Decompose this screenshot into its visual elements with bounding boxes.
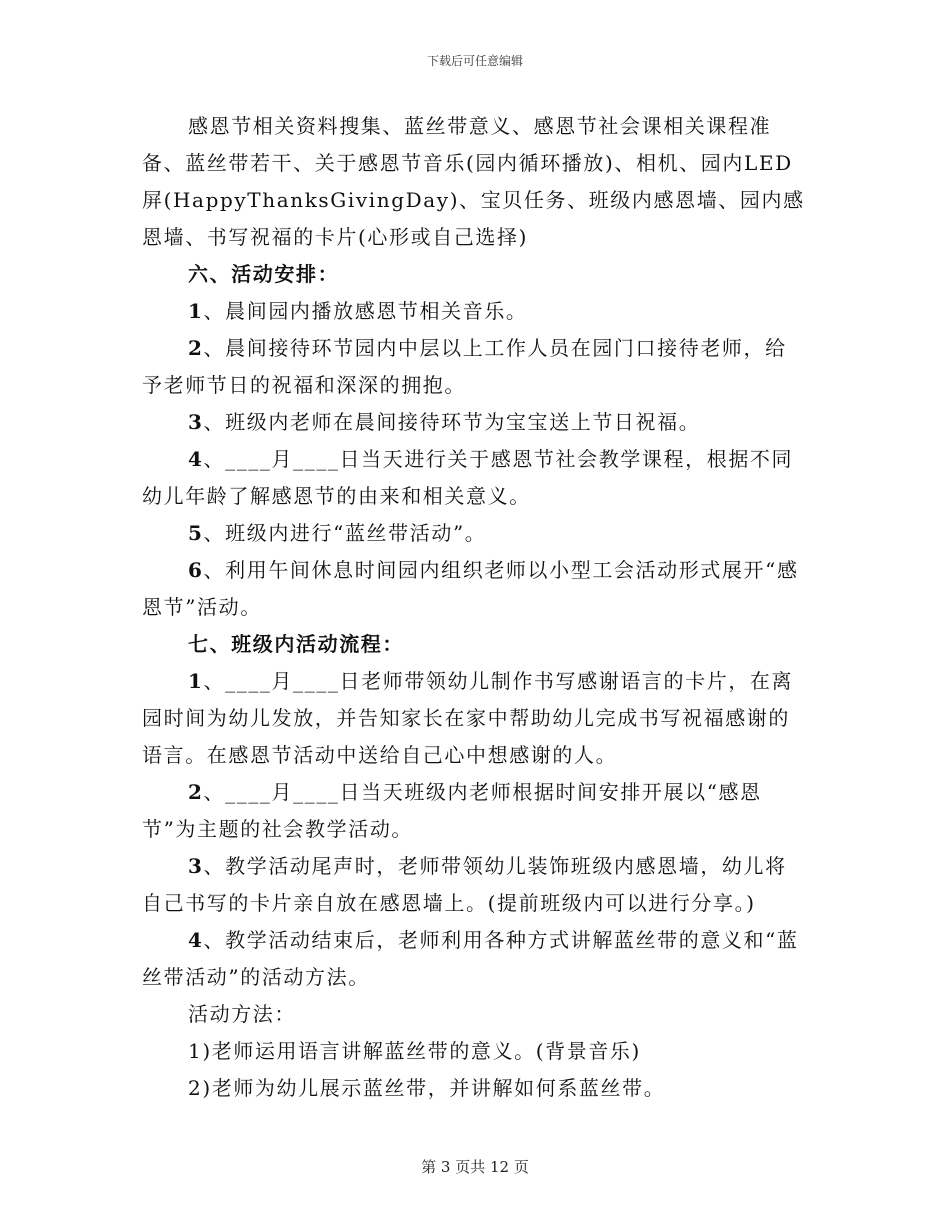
item-number: 1 bbox=[188, 299, 204, 323]
list-item bbox=[142, 330, 808, 404]
list-item bbox=[142, 848, 808, 922]
method-step bbox=[142, 1070, 808, 1107]
item-text: 、晨间接待环节园内中层以上工作人员在园门口接待老师，给予老师节日的祝福和深深的拥抱。 bbox=[142, 336, 787, 397]
paragraph-text: 1)老师运用语言讲解蓝丝带的意义。(背景音乐) bbox=[188, 1039, 641, 1063]
item-number: 2 bbox=[188, 336, 204, 360]
item-number: 3 bbox=[188, 410, 204, 434]
list-item bbox=[142, 774, 808, 848]
heading-text: 七、班级内活动流程： bbox=[188, 632, 404, 656]
materials-paragraph bbox=[142, 108, 808, 256]
item-number: 1 bbox=[188, 669, 204, 693]
list-item bbox=[142, 922, 808, 996]
item-number: 4 bbox=[188, 447, 204, 471]
list-item bbox=[142, 404, 808, 441]
paragraph-text: 感恩节相关资料搜集、蓝丝带意义、感恩节社会课相关课程准备、蓝丝带若干、关于感恩节音乐(园内循环播放)、相机、园内LED屏(HappyThanksGivingDay)、宝贝任务、班级内感恩墙、园内感恩墙、书写祝福的卡片(心形或自己选择) bbox=[142, 114, 805, 249]
item-text: 、____月____日当天进行关于感恩节社会教学课程，根据不同幼儿年龄了解感恩节的由来和相关意义。 bbox=[142, 447, 794, 508]
list-item bbox=[142, 552, 808, 626]
page-footer: 第 3 页共 12 页 bbox=[421, 1158, 529, 1176]
section-heading-class-process bbox=[142, 626, 808, 663]
item-number: 4 bbox=[188, 928, 204, 952]
list-item bbox=[142, 663, 808, 774]
heading-text: 六、活动安排： bbox=[188, 262, 340, 286]
item-text: 、班级内进行“蓝丝带活动”。 bbox=[203, 521, 487, 545]
list-item bbox=[142, 293, 808, 330]
section-heading-activity-arrangement bbox=[142, 256, 808, 293]
item-number: 2 bbox=[188, 780, 204, 804]
item-text: 、班级内老师在晨间接待环节为宝宝送上节日祝福。 bbox=[203, 410, 701, 434]
paragraph-text: 活动方法： bbox=[188, 1002, 296, 1026]
item-number: 5 bbox=[188, 521, 204, 545]
item-text: 、____月____日老师带领幼儿制作书写感谢语言的卡片，在离园时间为幼儿发放，并告知家长在家中帮助幼儿完成书写祝福感谢的语言。在感恩节活动中送给自己心中想感谢的人。 bbox=[142, 669, 794, 767]
list-item bbox=[142, 515, 808, 552]
paragraph-text: 2)老师为幼儿展示蓝丝带，并讲解如何系蓝丝带。 bbox=[188, 1076, 666, 1100]
method-label bbox=[142, 996, 808, 1033]
item-text: 、利用午间休息时间园内组织老师以小型工会活动形式展开“感恩节”活动。 bbox=[142, 558, 799, 619]
item-text: 、____月____日当天班级内老师根据时间安排开展以“感恩节”为主题的社会教学活动。 bbox=[142, 780, 762, 841]
item-number: 3 bbox=[188, 854, 204, 878]
page-header: 下载后可任意编辑 bbox=[426, 54, 523, 68]
item-text: 、教学活动尾声时，老师带领幼儿装饰班级内感恩墙，幼儿将自己书写的卡片亲自放在感恩墙上。(提前班级内可以进行分享。) bbox=[142, 854, 787, 915]
item-number: 6 bbox=[188, 558, 204, 582]
item-text: 、教学活动结束后，老师利用各种方式讲解蓝丝带的意义和“蓝丝带活动”的活动方法。 bbox=[142, 928, 799, 989]
list-item bbox=[142, 441, 808, 515]
item-text: 、晨间园内播放感恩节相关音乐。 bbox=[203, 299, 528, 323]
method-step bbox=[142, 1033, 808, 1070]
document-body bbox=[142, 108, 808, 1107]
